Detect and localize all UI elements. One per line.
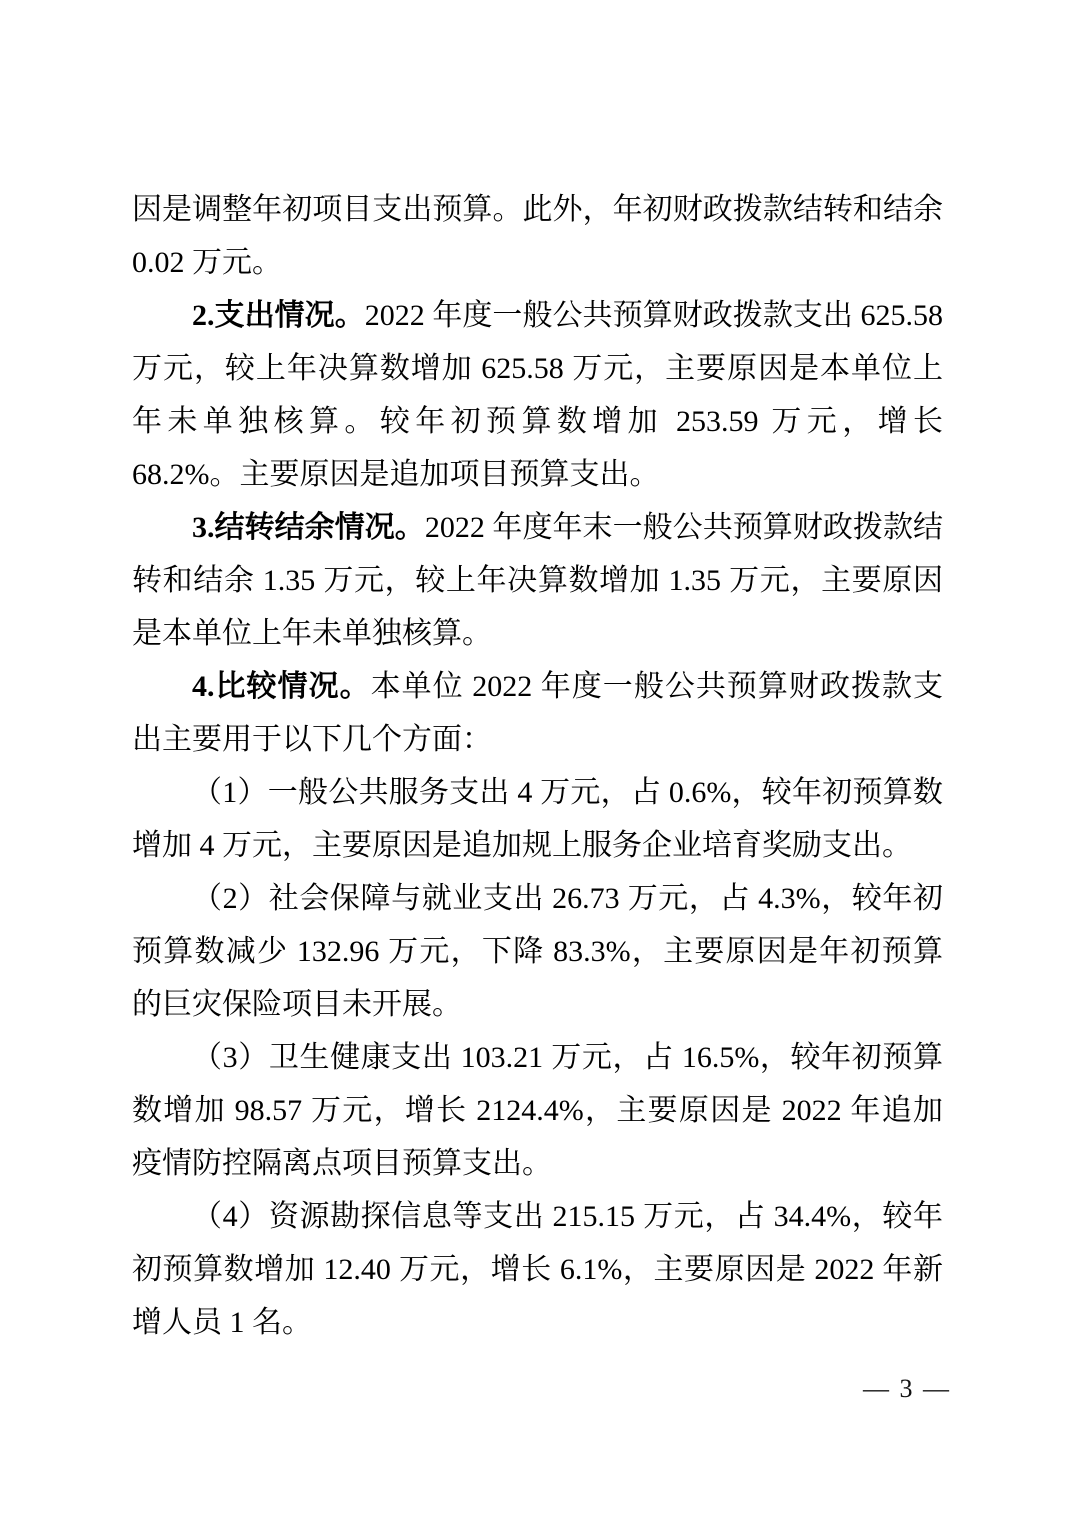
paragraph-body: （1）一般公共服务支出 4 万元，占 0.6%，较年初预算数增加 4 万元，主要原因是追加规上服务企业培育奖励支出。 (132, 776, 943, 862)
page-number: — 3 — (863, 1374, 951, 1403)
paragraph (132, 183, 943, 289)
paragraph-body: 因是调整年初项目支出预算。此外，年初财政拨款结转和结余 0.02 万元。 (132, 193, 943, 279)
document-body (132, 183, 943, 1349)
paragraph (132, 1190, 943, 1349)
paragraph-body: （3）卫生健康支出 103.21 万元，占 16.5%，较年初预算数增加 98.57 万元，增长 2124.4%，主要原因是 2022 年追加疫情防控隔离点项目预算支出。 (132, 1041, 943, 1180)
paragraph-body: 2022 年度一般公共预算财政拨款支出 625.58 万元，较上年决算数增加 625.58 万元，主要原因是本单位上年未单独核算。较年初预算数增加 253.59 万元，增长 68.2%。主要原因是追加项目预算支出。 (132, 299, 944, 491)
paragraph-heading: 4.比较情况。 (192, 670, 371, 703)
paragraph-body: （2）社会保障与就业支出 26.73 万元，占 4.3%，较年初预算数减少 132.96 万元，下降 83.3%，主要原因是年初预算的巨灾保险项目未开展。 (132, 882, 943, 1021)
paragraph-body: （4）资源勘探信息等支出 215.15 万元，占 34.4%，较年初预算数增加 12.40 万元，增长 6.1%，主要原因是 2022 年新增人员 1 名。 (132, 1200, 943, 1339)
paragraph (132, 872, 943, 1031)
paragraph (132, 766, 943, 872)
paragraph (132, 501, 943, 660)
paragraph (132, 289, 943, 501)
page-footer (863, 1372, 951, 1406)
paragraph-body: 2022 年度年末一般公共预算财政拨款结转和结余 1.35 万元，较上年决算数增加 1.35 万元，主要原因是本单位上年未单独核算。 (132, 511, 944, 650)
paragraph-heading: 3.结转结余情况。 (192, 511, 425, 544)
paragraph-heading: 2.支出情况。 (192, 299, 365, 332)
paragraph (132, 1031, 943, 1190)
paragraph (132, 660, 943, 766)
paragraph-body: 本单位 2022 年度一般公共预算财政拨款支出主要用于以下几个方面： (132, 670, 944, 756)
